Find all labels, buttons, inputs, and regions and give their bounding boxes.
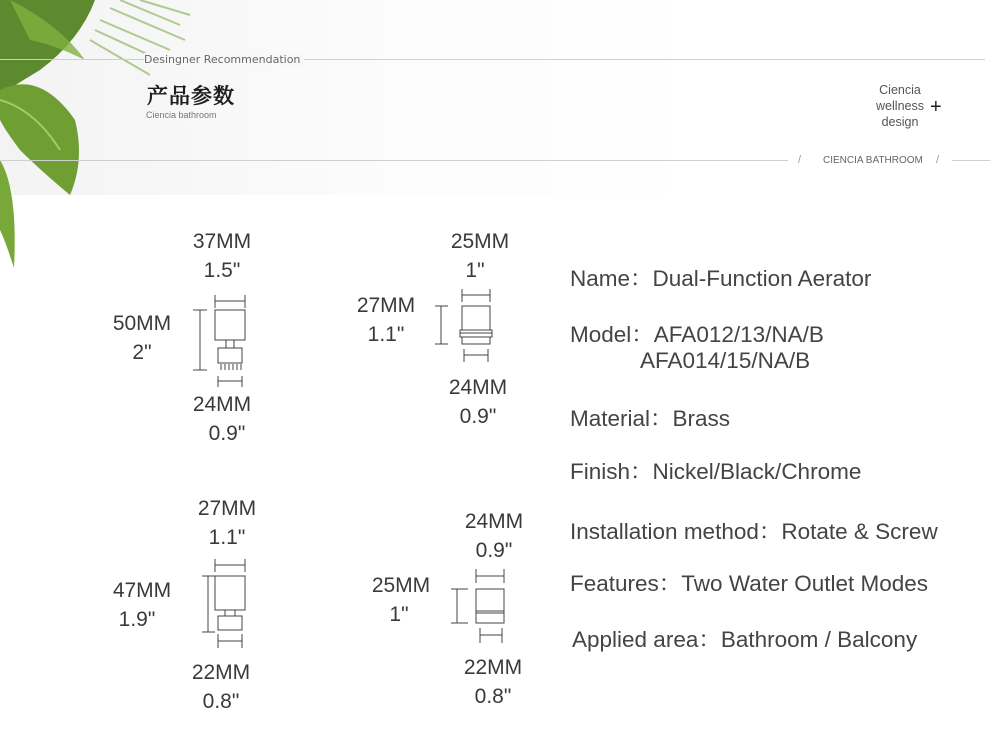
page-subtitle: Ciencia bathroom [146,110,217,120]
header-rule-bottom [0,160,788,161]
dim-inch: 1" [465,259,485,282]
diagram-2-side-dim [344,291,428,349]
aerator-diagram-2 [430,284,500,366]
brand-line-3: design [881,115,919,129]
page-title: 产品参数 [147,84,235,108]
dim-inch: 1.9" [118,608,156,631]
dim-mm: 27MM [356,294,416,317]
diagram-1-top-dim [180,227,264,285]
diagram-3-bottom-dim [179,658,263,716]
dim-mm: 37MM [192,230,252,253]
diagram-2-bottom-dim [436,373,520,431]
spec-label: Name： [570,266,653,291]
brand-plus-mark: + [930,96,942,118]
dim-mm: 27MM [197,497,257,520]
spec-label: Features： [570,571,682,596]
spec-label: Finish： [570,459,653,484]
header-rule-end [952,160,990,161]
dim-inch: 0.8" [474,685,512,708]
spec-label: Applied area： [572,627,721,652]
dim-inch: 0.8" [202,690,240,713]
spec-name [570,261,871,293]
brand-line-1: Ciencia [879,83,921,97]
divider-slash: / [798,154,802,166]
spec-label: Material： [570,406,673,431]
spec-model [570,317,824,349]
dim-mm: 22MM [191,661,251,684]
brand-line-2: wellness [876,99,924,113]
spec-label: Installation method： [570,519,782,544]
dim-mm: 50MM [112,312,172,335]
aerator-diagram-3 [180,554,250,654]
dim-mm: 24MM [464,510,524,533]
dim-inch: 1.1" [208,526,246,549]
spec-value: Rotate & Screw [781,519,938,544]
diagram-2-top-dim [438,227,522,285]
spec-value: Dual-Function Aerator [652,266,872,291]
spec-material [570,401,730,433]
recommendation-label: Desingner Recommendation [144,53,304,66]
dim-mm: 47MM [112,579,172,602]
diagram-4-bottom-dim [451,653,535,711]
spec-installation [570,514,938,546]
aerator-diagram-1 [185,290,255,390]
dim-mm: 22MM [463,656,523,679]
diagram-1-side-dim [100,309,184,367]
dim-inch: 0.9" [475,539,513,562]
dim-inch: 0.9" [208,422,246,445]
spec-value: Two Water Outlet Modes [681,571,929,596]
spec-value: Bathroom / Balcony [720,627,918,652]
dim-inch: 0.9" [459,405,497,428]
spec-value: AFA012/13/NA/B [653,322,824,347]
spec-value: Brass [672,406,731,431]
spec-value: Nickel/Black/Chrome [652,459,862,484]
spec-finish [570,454,861,486]
dim-inch: 2" [132,341,152,364]
diagram-3-side-dim [100,576,184,634]
spec-applied-area [572,622,917,654]
dim-inch: 1.5" [203,259,241,282]
diagram-4-side-dim [359,571,443,629]
spec-label: Model： [570,322,654,347]
brand-tag: CIENCIA BATHROOM [823,155,923,166]
diagram-1-bottom-dim [180,390,264,448]
dim-mm: 24MM [192,393,252,416]
dim-mm: 24MM [448,376,508,399]
spec-features [570,566,928,598]
dim-inch: 1.1" [367,323,405,346]
spec-model-value-2: AFA014/15/NA/B [640,348,811,373]
dim-mm: 25MM [450,230,510,253]
diagram-3-top-dim [185,494,269,552]
divider-slash: / [936,154,940,166]
diagram-4-top-dim [452,507,536,565]
brand-logo [860,82,940,130]
aerator-diagram-4 [446,565,516,649]
dim-mm: 25MM [371,574,431,597]
dim-inch: 1" [389,603,409,626]
